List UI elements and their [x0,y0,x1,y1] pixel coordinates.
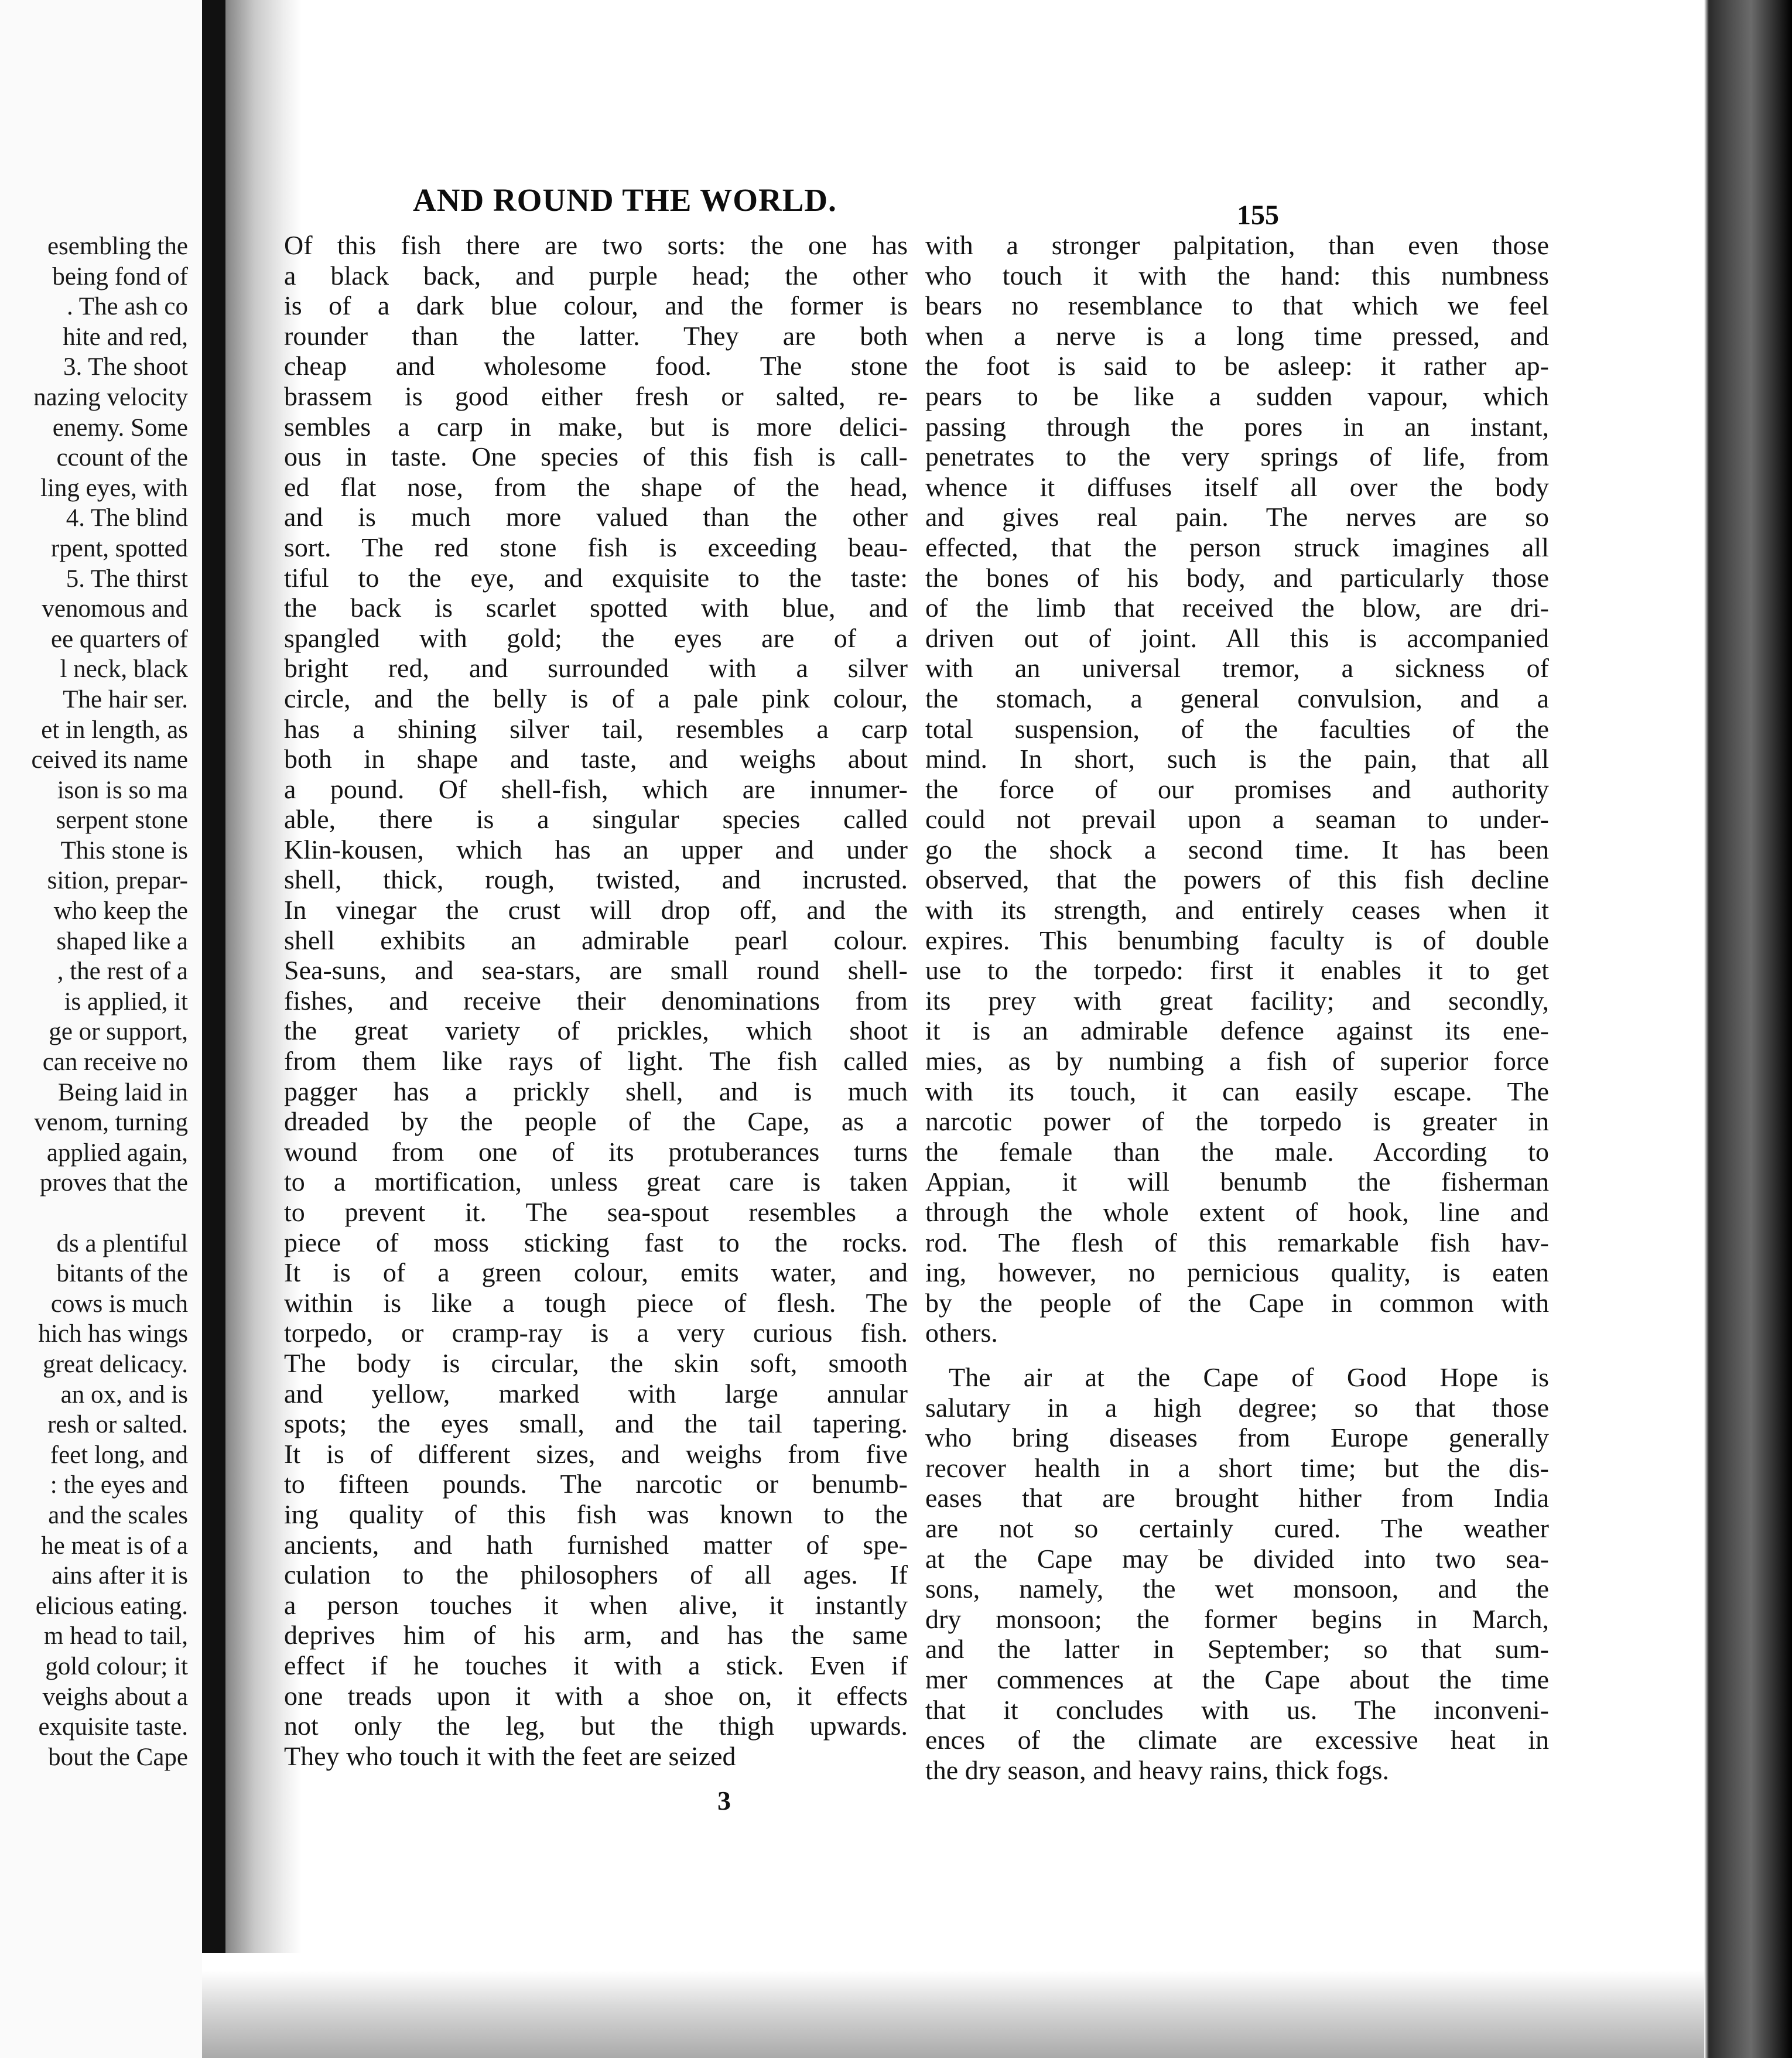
text-line: through the whole extent of hook, line and [925,1197,1549,1227]
text-line: narcotic power of the torpedo is greater in [925,1106,1549,1137]
facing-page-line: great delicacy. [43,1350,188,1378]
signature-mark: 3 [717,1786,731,1816]
facing-page-line: ceived its name [31,746,188,774]
text-line: the bones of his body, and particularly those [925,562,1549,593]
text-line: passing through the pores in an instant, [925,411,1549,442]
facing-page-line: can receive no [42,1048,188,1076]
text-line: effected, that the person struck imagines all [925,532,1549,562]
facing-page-line: applied again, [46,1139,188,1167]
text-line: the dry season, and heavy rains, thick fogs. [925,1755,1390,1785]
text-line: to prevent it. The sea-spout resembles a [284,1197,908,1227]
text-line: penetrates to the very springs of life, from [925,442,1549,472]
facing-page-line: 4. The blind [66,504,188,532]
text-line: mer commences at the Cape about the time [925,1664,1549,1694]
text-line: recover health in a short time; but the dis- [925,1452,1549,1483]
facing-page-line: . The ash co [67,293,188,321]
text-line: ed flat nose, from the shape of the head, [284,471,908,502]
text-line: with its touch, it can easily escape. The [925,1076,1549,1106]
text-line: able, there is a singular species called [284,804,908,835]
facing-page-line: venomous and [42,595,188,623]
text-line: within is like a tough piece of flesh. The [284,1287,908,1318]
facing-page-line: veighs about a [42,1683,188,1711]
text-line: It is of a green colour, emits water, and [284,1257,908,1288]
text-line: and the latter in September; so that sum- [925,1634,1549,1664]
text-line: ancients, and hath furnished matter of spe- [284,1529,908,1560]
text-line: torpedo, or cramp-ray is a very curious fish. [284,1318,908,1348]
text-line: pears to be like a sudden vapour, which [925,381,1549,411]
text-line: and gives real pain. The nerves are so [925,502,1549,532]
text-line: one treads upon it with a shoe on, it effects [284,1680,908,1711]
facing-page-line: proves that the [39,1169,188,1197]
facing-page-line: who keep the [53,897,188,925]
text-line: who bring diseases from Europe generally [925,1423,1549,1453]
text-line: the great variety of prickles, which shoot [284,1016,908,1046]
text-line: a person touches it when alive, it instantly [284,1589,908,1620]
text-line: has a shining silver tail, resembles a carp [284,713,908,744]
facing-page-line: feet long, and [50,1441,188,1469]
text-line: expires. This benumbing faculty is of double [925,925,1549,955]
facing-page-line: ccount of the [56,444,188,472]
text-line: bright red, and surrounded with a silver [284,653,908,683]
facing-page-line: cows is much [50,1290,188,1318]
facing-page-line: l neck, black [60,655,188,683]
text-line: the stomach, a general convulsion, and a [925,683,1549,713]
facing-page-line: ling eyes, with [40,474,188,502]
facing-page-line: et in length, as [41,716,188,744]
text-line: its prey with great facility; and secondly, [925,985,1549,1016]
text-line: rod. The flesh of this remarkable fish hav- [925,1227,1549,1257]
text-line: effect if he touches it with a stick. Even if [284,1650,908,1680]
facing-page-line: and the scales [48,1501,188,1529]
facing-page-line: elicious eating. [35,1592,188,1620]
text-line: circle, and the belly is of a pale pink colour, [284,683,908,713]
text-line: whence it diffuses itself all over the body [925,471,1549,502]
facing-page-line: exquisite taste. [38,1713,188,1741]
text-line: driven out of joint. All this is accompanied [925,623,1549,653]
text-line: sembles a carp in make, but is more delici- [284,411,908,442]
text-line: could not prevail upon a seaman to under- [925,804,1549,835]
running-head: AND ROUND THE WORLD. [413,182,837,218]
facing-page-line: serpent stone [56,806,188,835]
text-line: In vinegar the crust will drop off, and the [284,895,908,925]
facing-page-fragment [0,0,202,2058]
facing-page-line: nazing velocity [33,383,188,411]
text-line: Klin-kousen, which has an upper and under [284,834,908,864]
text-line: Appian, it will benumb the fisherman [925,1167,1549,1197]
text-line: with an universal tremor, a sickness of [925,653,1549,683]
text-line: by the people of the Cape in common with [925,1287,1549,1318]
text-line: from them like rays of light. The fish called [284,1046,908,1076]
facing-page-text [0,231,188,1772]
facing-page-line: gold colour; it [45,1652,188,1680]
text-line: dry monsoon; the former begins in March, [925,1604,1549,1634]
text-line: of the limb that received the blow, are dri- [925,593,1549,623]
text-line: tiful to the eye, and exquisite to the taste: [284,562,908,593]
text-line: mies, as by numbing a fish of superior force [925,1046,1549,1076]
text-line: others. [925,1318,998,1348]
text-line: salutary in a high degree; so that those [925,1392,1549,1423]
text-line: eases that are brought hither from India [925,1483,1549,1513]
text-line: brassem is good either fresh or salted, re- [284,381,908,411]
text-line: deprives him of his arm, and has the same [284,1620,908,1650]
text-column-right [925,230,1549,1785]
text-line: not only the leg, but the thigh upwards. [284,1711,908,1741]
text-line: dreaded by the people of the Cape, as a [284,1106,908,1137]
facing-page-line: being fond of [52,262,188,290]
text-line: mind. In short, such is the pain, that all [925,744,1549,774]
text-line: the back is scarlet spotted with blue, and [284,593,908,623]
text-line: use to the torpedo: first it enables it to get [925,955,1549,986]
text-line: ing quality of this fish was known to the [284,1499,908,1529]
text-line: fishes, and receive their denominations from [284,985,908,1016]
facing-page-line: rpent, spotted [50,534,188,562]
text-line: shell exhibits an admirable pearl colour. [284,925,908,955]
text-line: the foot is said to be asleep: it rather ap- [925,351,1549,381]
facing-page-line: : the eyes and [50,1471,188,1499]
facing-page-line: hich has wings [38,1320,188,1348]
text-line: shell, thick, rough, twisted, and incrusted. [284,864,908,895]
text-line: culation to the philosophers of all ages. If [284,1560,908,1590]
text-line: and yellow, marked with large annular [284,1378,908,1409]
book-edge [1704,0,1792,2058]
facing-page-line: sition, prepar- [47,867,188,895]
text-line: when a nerve is a long time pressed, and [925,320,1549,351]
facing-page-line: This stone is [60,836,188,864]
facing-page-line: 5. The thirst [66,565,188,593]
text-line: are not so certainly cured. The weather [925,1513,1549,1543]
bottom-page-shadow [202,1953,1704,2058]
text-line: and is much more valued than the other [284,502,908,532]
facing-page-line: he meat is of a [41,1531,188,1560]
text-column-left [284,230,908,1771]
facing-page-line: resh or salted. [47,1411,188,1439]
facing-page-line: ds a plentiful [56,1229,188,1257]
text-line: The air at the Cape of Good Hope is [949,1362,1549,1392]
text-line: who touch it with the hand: this numbness [925,260,1549,290]
text-line: both in shape and taste, and weighs about [284,744,908,774]
text-line: spangled with gold; the eyes are of a [284,623,908,653]
text-line: wound from one of its protuberances turns [284,1136,908,1167]
page-number: 155 [1237,200,1279,231]
text-line: ences of the climate are excessive heat in [925,1725,1549,1755]
text-line: observed, that the powers of this fish decline [925,864,1549,895]
text-line: sort. The red stone fish is exceeding beau- [284,532,908,562]
text-line: at the Cape may be divided into two sea- [925,1543,1549,1574]
text-line: They who touch it with the feet are seized [284,1741,736,1771]
facing-page-line: 3. The shoot [63,353,188,381]
text-line: pagger has a prickly shell, and is much [284,1076,908,1106]
facing-page-line: shaped like a [56,927,188,955]
text-line: with its strength, and entirely ceases when it [925,895,1549,925]
facing-page-line: ge or support, [49,1018,188,1046]
text-line: total suspension, of the faculties of the [925,713,1549,744]
text-line: with a stronger palpitation, than even those [925,230,1549,260]
text-line: Sea-suns, and sea-stars, are small round shell- [284,955,908,986]
text-line: to fifteen pounds. The narcotic or benumb- [284,1469,908,1499]
facing-page-line: ee quarters of [51,625,188,653]
text-line: It is of different sizes, and weighs from five [284,1438,908,1469]
facing-page-line: Being laid in [57,1078,188,1106]
facing-page-line: ains after it is [52,1562,188,1590]
facing-page-line: bitants of the [56,1260,188,1288]
text-line: it is an admirable defence against its ene- [925,1016,1549,1046]
facing-page-line: , the rest of a [57,958,188,986]
text-line: piece of moss sticking fast to the rocks. [284,1227,908,1257]
facing-page-line: The hair ser. [63,685,188,713]
text-line: go the shock a second time. It has been [925,834,1549,864]
text-line: that it concludes with us. The inconveni- [925,1694,1549,1725]
text-line: a black back, and purple head; the other [284,260,908,290]
text-line: a pound. Of shell-fish, which are innumer- [284,774,908,804]
text-line: the force of our promises and authority [925,774,1549,804]
text-line: ous in taste. One species of this fish is call- [284,442,908,472]
binding-gutter-edge [202,0,225,2058]
facing-page-line: m head to tail, [44,1622,188,1650]
facing-page-line: hite and red, [63,323,188,351]
text-line: rounder than the latter. They are both [284,320,908,351]
text-line: sons, namely, the wet monsoon, and the [925,1574,1549,1604]
facing-page-line: an ox, and is [60,1380,188,1409]
facing-page-line: ison is so ma [57,776,188,804]
text-line: The body is circular, the skin soft, smooth [284,1348,908,1378]
text-line: bears no resemblance to that which we feel [925,290,1549,321]
text-line: Of this fish there are two sorts: the one has [284,230,908,260]
facing-page-line [0,1198,188,1229]
facing-page-line: is applied, it [64,987,188,1016]
facing-page-line: enemy. Some [52,413,188,442]
text-line: to a mortification, unless great care is taken [284,1167,908,1197]
text-line: spots; the eyes small, and the tail tapering. [284,1409,908,1439]
text-line: is of a dark blue colour, and the former is [284,290,908,321]
text-line: the female than the male. According to [925,1136,1549,1167]
text-line: ing, however, no pernicious quality, is eaten [925,1257,1549,1288]
text-line: cheap and wholesome food. The stone [284,351,908,381]
facing-page-line: esembling the [47,233,188,260]
facing-page-line: venom, turning [34,1109,188,1137]
facing-page-line: bout the Cape [48,1743,188,1771]
